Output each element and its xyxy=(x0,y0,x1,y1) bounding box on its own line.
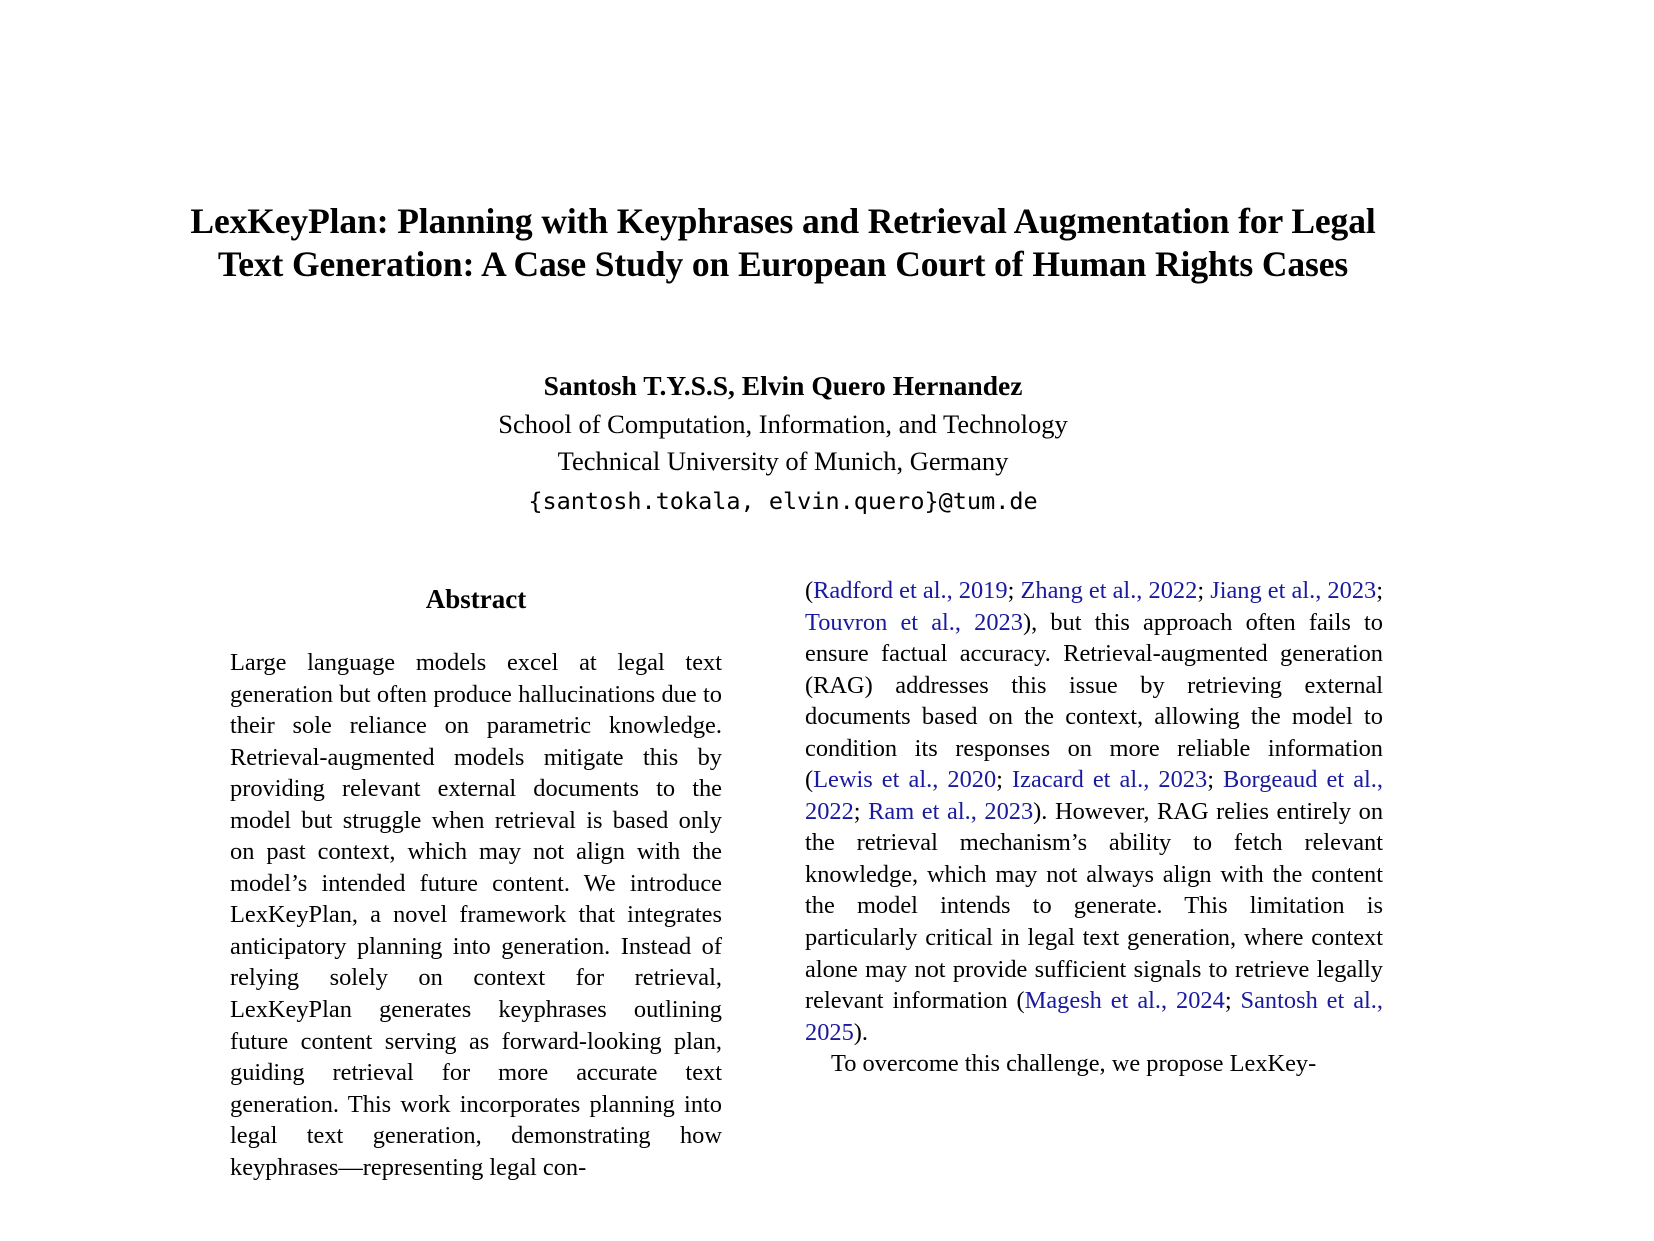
title-block xyxy=(183,200,1383,285)
author-emails: {santosh.tokala, elvin.quero}@tum.de xyxy=(528,487,1038,515)
citation-link[interactable]: Magesh et al., 2024 xyxy=(1024,987,1225,1015)
abstract-text: Large language models excel at legal text generation but often produce hallucinations due to their sole reliance on parametric knowledge. Retrieval-augmented models mitigate this by providing relevant external documents to the model but struggle when retrieval is based only on past context, which may not align with the model’s intended future content. We introduce LexKeyPlan, a novel framework that integrates anticipatory planning into generation. Instead of relying solely on context for retrieval, LexKeyPlan generates keyphrases outlining future content serving as forward-looking plan, guiding retrieval for more accurate text generation. This work incorporates planning into legal text generation, demonstrating how keyphrases—representing legal con- xyxy=(230,649,722,1181)
page-title: LexKeyPlan: Planning with Keyphrases and Retrieval Augmentation for Legal Text Generation: A Case Study on European Court of Human Rights Cases xyxy=(190,201,1376,284)
citation-link[interactable]: Ram et al., 2023 xyxy=(868,797,1034,825)
abstract-heading: Abstract xyxy=(425,584,527,614)
right-column xyxy=(805,575,1383,1241)
citation-link[interactable]: Lewis et al., 2020 xyxy=(813,766,997,794)
left-column xyxy=(230,575,722,1241)
citation-link[interactable]: Santosh et al., 2025 xyxy=(805,987,1383,1046)
two-column-body xyxy=(0,575,1654,1241)
affiliation-line-1: School of Computation, Information, and Technology xyxy=(498,409,1068,439)
citation-link[interactable]: Jiang et al., 2023 xyxy=(1210,577,1377,604)
intro-paragraph-continued: (Radford et al., 2019; Zhang et al., 2022; Jiang et al., 2023; Touvron et al., 2023), but this approach often fails to ensure factual accuracy. Retrieval-augmented generation (RAG) addresses this issue by retrieving external documents based on the context, allowing the model to condition its responses on more reliable information (Lewis et al., 2020; Izacard et al., 2023; Borgeaud et al., 2022; Ram et al., 2023). However, RAG relies entirely on the retrieval mechanism’s ability to fetch relevant knowledge, which may not always align with the content the model intends to generate. This limitation is particularly critical in legal text generation, where context alone may not provide sufficient signals to retrieve legally relevant information (Magesh et al., 2024; Santosh et al., 2025). xyxy=(805,577,1383,1046)
author-names: Santosh T.Y.S.S, Elvin Quero Hernandez xyxy=(543,370,1023,401)
intro-paragraph-next: To overcome this challenge, we propose LexKey- xyxy=(831,1050,1317,1078)
author-block xyxy=(183,368,1383,520)
affiliation-line-2: Technical University of Munich, Germany xyxy=(557,445,1009,476)
citation-link[interactable]: Izacard et al., 2023 xyxy=(1012,766,1208,794)
citation-link[interactable]: Radford et al., 2019 xyxy=(813,577,1008,604)
citation-link[interactable]: Touvron et al., 2023 xyxy=(805,608,1023,636)
citation-link[interactable]: Borgeaud et al., 2022 xyxy=(805,766,1383,825)
citation-link[interactable]: Zhang et al., 2022 xyxy=(1020,577,1198,604)
